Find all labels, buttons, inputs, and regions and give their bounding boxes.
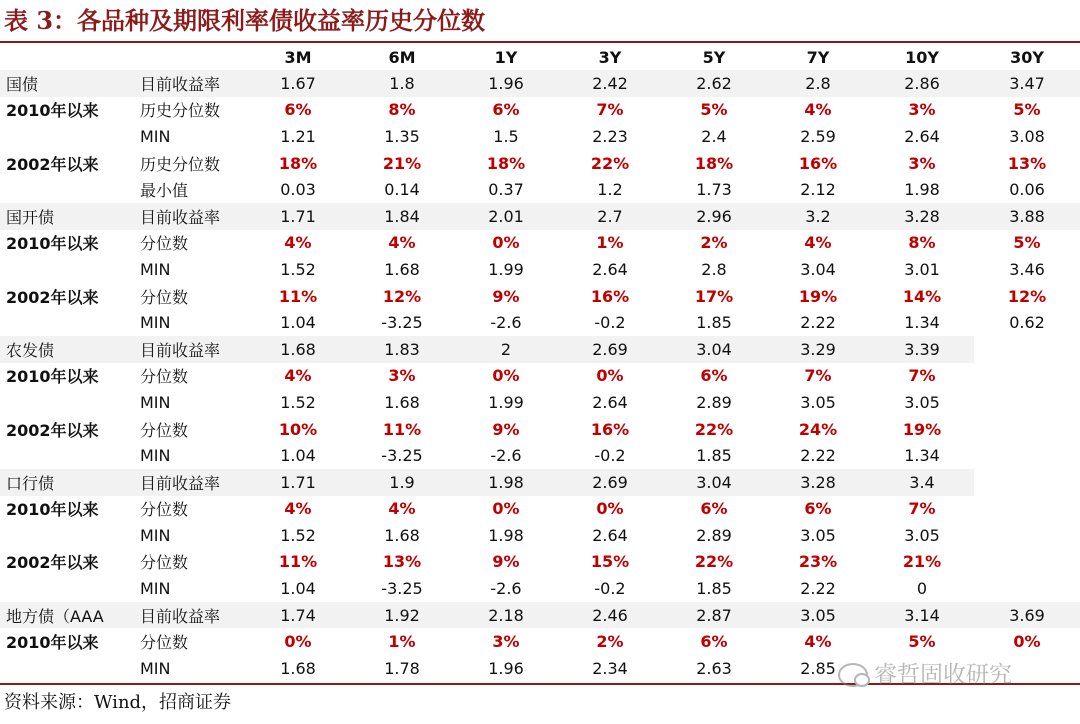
table-cell: 1.21 <box>280 126 316 146</box>
row-period-label <box>0 575 136 602</box>
table-cell: 5% <box>1013 233 1041 253</box>
row-period-label: 2002年以来 <box>6 154 99 174</box>
table-cell: 2.64 <box>592 525 628 545</box>
row-period-label <box>0 655 136 682</box>
table-cell: 6% <box>700 499 728 519</box>
table-cell: 3.04 <box>662 469 766 496</box>
row-period-label <box>0 442 136 469</box>
watermark <box>838 657 1012 693</box>
table-cell: 2.18 <box>454 602 558 629</box>
table-cell: 3.05 <box>766 602 870 629</box>
table-cell: 1.98 <box>904 180 940 200</box>
row-period-label: 2010年以来 <box>6 633 99 653</box>
table-cell: 16% <box>590 286 630 306</box>
row-metric-label: MIN <box>140 126 171 146</box>
table-cell: 23% <box>798 552 838 572</box>
table-cell: 0.06 <box>1009 180 1045 200</box>
column-header: 3Y <box>598 47 622 67</box>
table-cell <box>974 416 1080 443</box>
table-cell: 19% <box>798 286 838 306</box>
table-cell: 2.59 <box>800 126 836 146</box>
table-cell: 4% <box>284 366 312 386</box>
table-row <box>0 70 1080 97</box>
table-cell: 1.52 <box>280 392 316 412</box>
table-cell: 3.28 <box>766 469 870 496</box>
table-cell: 6% <box>700 366 728 386</box>
table-cell: -0.2 <box>594 579 626 599</box>
table-cell: 3.39 <box>870 336 974 363</box>
table-cell: 2.34 <box>592 658 628 678</box>
row-metric-label: MIN <box>140 259 171 279</box>
row-metric-label: 目前收益率 <box>136 336 246 363</box>
table-cell: 2 <box>454 336 558 363</box>
table-cell: 3% <box>492 632 520 652</box>
table-cell: 2.12 <box>800 180 836 200</box>
table-cell: 3.04 <box>662 336 766 363</box>
row-period-label <box>0 123 136 150</box>
table-cell: 3% <box>908 153 936 173</box>
table-cell: 0% <box>596 499 624 519</box>
table-row <box>0 150 1080 177</box>
table-cell: 2.96 <box>662 203 766 230</box>
table-cell: 1.96 <box>488 658 524 678</box>
table-cell: 15% <box>590 552 630 572</box>
header-blank <box>0 44 136 70</box>
table-cell: 21% <box>382 153 422 173</box>
wechat-icon <box>838 663 868 687</box>
table-cell: 2.42 <box>558 70 662 97</box>
table-cell: 5% <box>1013 100 1041 120</box>
row-period-label: 2002年以来 <box>6 287 99 307</box>
table-cell: 1% <box>596 233 624 253</box>
table-cell: 0% <box>596 366 624 386</box>
table-cell: 9% <box>492 552 520 572</box>
row-metric-label: MIN <box>140 446 171 466</box>
table-cell: 0.03 <box>280 180 316 200</box>
table-cell: 2.62 <box>662 70 766 97</box>
table-cell: 1.71 <box>246 469 350 496</box>
table-cell: 4% <box>284 233 312 253</box>
table-cell: 1% <box>388 632 416 652</box>
table-cell: 1.35 <box>384 126 420 146</box>
row-period-label: 2002年以来 <box>6 553 99 573</box>
header-blank <box>136 44 246 70</box>
table-cell: 16% <box>798 153 838 173</box>
table-cell: 1.96 <box>454 70 558 97</box>
table-cell: 22% <box>694 419 734 439</box>
table-cell: 3.05 <box>904 392 940 412</box>
row-period-label: 国开债 <box>0 203 136 230</box>
row-period-label: 地方债（AAA <box>0 602 136 629</box>
row-metric-label: MIN <box>140 392 171 412</box>
table-cell: 1.9 <box>350 469 454 496</box>
table-row <box>0 416 1080 443</box>
table-cell: 7% <box>908 499 936 519</box>
column-header: 7Y <box>806 47 830 67</box>
table-cell: 13% <box>382 552 422 572</box>
row-period-label <box>0 522 136 549</box>
row-period-label: 2010年以来 <box>6 500 99 520</box>
table-row <box>0 363 1080 390</box>
table-cell: 18% <box>486 153 526 173</box>
column-header: 5Y <box>702 47 726 67</box>
row-metric-label: MIN <box>140 579 171 599</box>
row-metric-label: 历史分位数 <box>140 101 221 121</box>
column-header: 30Y <box>1010 47 1044 67</box>
table-cell: 1.34 <box>904 446 940 466</box>
table-cell: 1.71 <box>246 203 350 230</box>
table-cell: 22% <box>590 153 630 173</box>
row-period-label <box>0 256 136 283</box>
table-cell: 2.89 <box>696 525 732 545</box>
column-header: 1Y <box>494 47 518 67</box>
table-cell: 7% <box>596 100 624 120</box>
table-cell: 0.37 <box>488 180 524 200</box>
watermark-text: 睿哲固收研究 <box>874 662 1012 688</box>
table-cell: 9% <box>492 419 520 439</box>
table-cell: 4% <box>804 233 832 253</box>
title-divider <box>0 41 1080 43</box>
table-cell: 4% <box>804 632 832 652</box>
table-cell: 1.98 <box>488 525 524 545</box>
column-header: 3M <box>284 47 312 67</box>
table-cell: 1.52 <box>280 525 316 545</box>
table-cell: 21% <box>902 552 942 572</box>
table-cell: 2.86 <box>870 70 974 97</box>
row-metric-label: 分位数 <box>140 420 189 440</box>
table-cell: 1.99 <box>488 392 524 412</box>
table-cell: 1.52 <box>280 259 316 279</box>
table-cell: 7% <box>804 366 832 386</box>
table-cell: 1.5 <box>493 126 519 146</box>
table-cell: 2.63 <box>696 658 732 678</box>
table-cell <box>974 442 1080 469</box>
table-cell: 2.87 <box>662 602 766 629</box>
table-cell: 12% <box>1007 286 1047 306</box>
table-cell: 2.69 <box>558 336 662 363</box>
table-cell: 3.29 <box>766 336 870 363</box>
row-period-label <box>0 309 136 336</box>
table-row <box>0 336 1080 363</box>
table-cell: 3.14 <box>870 602 974 629</box>
table-cell: -2.6 <box>490 313 522 333</box>
table-cell: 17% <box>694 286 734 306</box>
table-cell: 1.85 <box>696 446 732 466</box>
table-cell: 1.04 <box>280 579 316 599</box>
table-cell: -2.6 <box>490 446 522 466</box>
table-cell: 0.14 <box>384 180 420 200</box>
table-cell: 4% <box>804 100 832 120</box>
row-metric-label: 分位数 <box>140 553 189 573</box>
row-metric-label: 最小值 <box>140 181 189 201</box>
table-cell: 2.8 <box>766 70 870 97</box>
table-cell <box>974 549 1080 576</box>
table-cell: 7% <box>908 366 936 386</box>
row-metric-label: 分位数 <box>140 234 189 254</box>
row-metric-label: 目前收益率 <box>136 602 246 629</box>
row-period-label <box>0 389 136 416</box>
table-cell <box>974 522 1080 549</box>
row-metric-label: 目前收益率 <box>136 469 246 496</box>
table-cell: 2.85 <box>800 658 836 678</box>
table-cell: 0% <box>492 366 520 386</box>
table-cell: 16% <box>590 419 630 439</box>
table-cell: 2.64 <box>904 126 940 146</box>
table-cell: 0% <box>492 233 520 253</box>
table-row <box>0 549 1080 576</box>
table-title: 表 3：各品种及期限利率债收益率历史分位数 <box>4 6 486 35</box>
table-cell: 3% <box>388 366 416 386</box>
table-cell: 3.08 <box>1009 126 1045 146</box>
table-cell <box>974 575 1080 602</box>
table-cell: 19% <box>902 419 942 439</box>
table-row <box>0 176 1080 203</box>
table-cell: 3.05 <box>800 525 836 545</box>
row-metric-label: 目前收益率 <box>136 70 246 97</box>
table-cell: 2.22 <box>800 579 836 599</box>
table-cell: -3.25 <box>381 579 423 599</box>
table-row <box>0 496 1080 523</box>
table-cell: 8% <box>908 233 936 253</box>
table-cell: 4% <box>284 499 312 519</box>
table-cell: 14% <box>902 286 942 306</box>
table-cell: 3% <box>908 100 936 120</box>
table-row <box>0 256 1080 283</box>
row-metric-label: 目前收益率 <box>136 203 246 230</box>
row-metric-label: 分位数 <box>140 500 189 520</box>
table-row <box>0 97 1080 124</box>
row-metric-label: 分位数 <box>140 287 189 307</box>
table-cell: 2.8 <box>701 259 727 279</box>
table-cell: 1.85 <box>696 579 732 599</box>
column-header: 10Y <box>905 47 939 67</box>
table-cell: 3.01 <box>904 259 940 279</box>
table-cell: -3.25 <box>381 313 423 333</box>
table-cell: 22% <box>694 552 734 572</box>
table-row <box>0 283 1080 310</box>
row-metric-label: MIN <box>140 658 171 678</box>
table-row <box>0 575 1080 602</box>
row-period-label: 2002年以来 <box>6 420 99 440</box>
column-header: 6M <box>388 47 416 67</box>
table-cell: 6% <box>700 632 728 652</box>
row-metric-label: MIN <box>140 525 171 545</box>
source-note: 资料来源：Wind，招商证券 <box>4 692 232 713</box>
table-cell: 3.05 <box>904 525 940 545</box>
table-cell <box>974 389 1080 416</box>
table-row <box>0 230 1080 257</box>
row-period-label: 2010年以来 <box>6 367 99 387</box>
table-cell: 2% <box>596 632 624 652</box>
table-row <box>0 602 1080 629</box>
table-cell: 11% <box>382 419 422 439</box>
table-cell: 2% <box>700 233 728 253</box>
table-cell: -2.6 <box>490 579 522 599</box>
table-row <box>0 389 1080 416</box>
table-row <box>0 442 1080 469</box>
table-cell: 1.98 <box>454 469 558 496</box>
table-cell: 3.69 <box>974 602 1080 629</box>
table-cell: 2.7 <box>558 203 662 230</box>
table-cell: 0% <box>492 499 520 519</box>
table-cell: 11% <box>278 286 318 306</box>
table-cell: 3.05 <box>800 392 836 412</box>
table-cell: 1.67 <box>246 70 350 97</box>
table-cell: 3.4 <box>870 469 974 496</box>
row-period-label: 2010年以来 <box>6 234 99 254</box>
table-cell: 24% <box>798 419 838 439</box>
table-cell: 2.22 <box>800 313 836 333</box>
table-row <box>0 469 1080 496</box>
table-cell: 0 <box>916 579 928 599</box>
table-cell: 3.47 <box>974 70 1080 97</box>
table-row <box>0 522 1080 549</box>
table-cell: 9% <box>492 286 520 306</box>
row-period-label: 国债 <box>0 70 136 97</box>
table-cell: 1.04 <box>280 313 316 333</box>
table-cell <box>974 496 1080 523</box>
table-cell: 13% <box>1007 153 1047 173</box>
table-cell: 1.04 <box>280 446 316 466</box>
table-row <box>0 203 1080 230</box>
table-cell: 1.2 <box>597 180 623 200</box>
table-cell: 1.68 <box>280 658 316 678</box>
table-cell: 0.62 <box>1009 313 1045 333</box>
table-cell: 4% <box>388 499 416 519</box>
table-cell: 2.64 <box>592 392 628 412</box>
table-cell <box>974 336 1080 363</box>
table-cell: 1.83 <box>350 336 454 363</box>
table-cell: 1.8 <box>350 70 454 97</box>
table-cell: 0% <box>284 632 312 652</box>
table-cell: 1.85 <box>696 313 732 333</box>
table-cell: 1.68 <box>384 259 420 279</box>
row-metric-label: 历史分位数 <box>140 154 221 174</box>
table-cell: 18% <box>694 153 734 173</box>
table-cell: 2.01 <box>454 203 558 230</box>
table-cell: 5% <box>908 632 936 652</box>
table-cell: 11% <box>278 552 318 572</box>
table-cell: 1.99 <box>488 259 524 279</box>
table-cell: 2.23 <box>592 126 628 146</box>
table-cell: 1.78 <box>384 658 420 678</box>
table-cell: 2.89 <box>696 392 732 412</box>
table-cell: 3.46 <box>1009 259 1045 279</box>
table-cell: 8% <box>388 100 416 120</box>
row-period-label: 2010年以来 <box>6 101 99 121</box>
row-period-label: 农发债 <box>0 336 136 363</box>
table-cell: -3.25 <box>381 446 423 466</box>
table-cell: 1.34 <box>904 313 940 333</box>
table-cell: 5% <box>700 100 728 120</box>
table-cell: 10% <box>278 419 318 439</box>
table-cell <box>974 363 1080 390</box>
table-row <box>0 309 1080 336</box>
table-cell: 2.46 <box>558 602 662 629</box>
table-cell: 0% <box>1013 632 1041 652</box>
table-cell: 1.68 <box>384 525 420 545</box>
table-cell: 1.73 <box>696 180 732 200</box>
table-cell: 6% <box>284 100 312 120</box>
table-cell: 3.04 <box>800 259 836 279</box>
row-metric-label: 分位数 <box>140 367 189 387</box>
table-cell: 2.64 <box>592 259 628 279</box>
table-cell: 3.88 <box>974 203 1080 230</box>
table-cell: 1.68 <box>384 392 420 412</box>
table-cell: 2.69 <box>558 469 662 496</box>
table-cell: 12% <box>382 286 422 306</box>
header-row <box>0 44 1080 70</box>
table-body <box>0 70 1080 682</box>
table-cell: 6% <box>492 100 520 120</box>
table-cell: 1.84 <box>350 203 454 230</box>
table-cell <box>974 469 1080 496</box>
table-row <box>0 123 1080 150</box>
row-metric-label: 分位数 <box>140 633 189 653</box>
table-cell: 1.74 <box>246 602 350 629</box>
table-cell: 2.22 <box>800 446 836 466</box>
table-cell: 3.28 <box>870 203 974 230</box>
table-cell: -0.2 <box>594 313 626 333</box>
table-cell: 6% <box>804 499 832 519</box>
table-row <box>0 628 1080 655</box>
table-cell: 1.92 <box>350 602 454 629</box>
table-cell: 3.2 <box>766 203 870 230</box>
table-cell: 18% <box>278 153 318 173</box>
yield-percentile-table <box>0 44 1080 682</box>
row-period-label: 口行债 <box>0 469 136 496</box>
table-cell: 2.4 <box>701 126 727 146</box>
table-cell: 1.68 <box>246 336 350 363</box>
row-metric-label: MIN <box>140 313 171 333</box>
table-cell: 4% <box>388 233 416 253</box>
table-cell: -0.2 <box>594 446 626 466</box>
row-period-label <box>0 176 136 203</box>
